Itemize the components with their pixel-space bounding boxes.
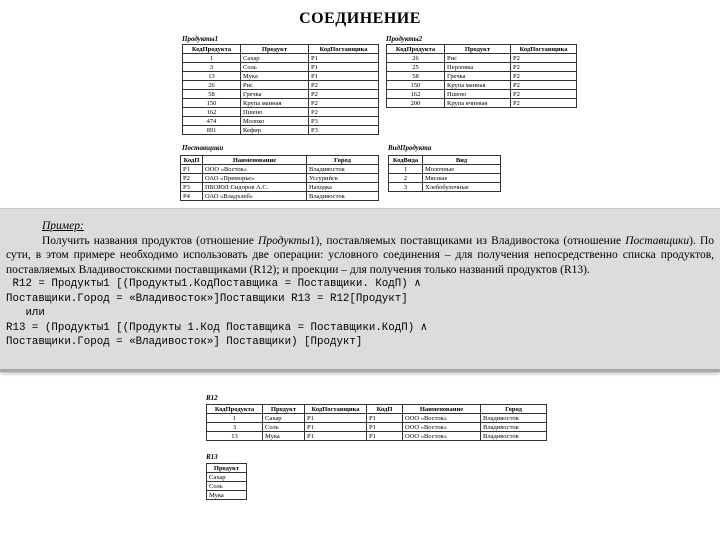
table-header-row: [181, 156, 379, 165]
table-cell: ООО «Восток»: [203, 165, 307, 174]
r12-caption: R12: [206, 394, 218, 402]
example-panel: [0, 208, 720, 372]
table-row: [207, 423, 547, 432]
suppliers-caption: Поставщики: [182, 144, 224, 152]
products2-table: [386, 44, 577, 108]
task-text-2: 1), поставляемых поставщиками из Владивостока (отношение: [309, 234, 626, 247]
example-task-paragraph: [6, 234, 714, 278]
table-row: [183, 54, 379, 63]
table-row: [183, 126, 379, 135]
table-row: [183, 108, 379, 117]
table-cell: Сахар: [263, 414, 305, 423]
table-cell: Владивосток: [481, 423, 547, 432]
table-cell: Гречка: [445, 72, 511, 81]
task-text-4: (R12); и проекции – для получения только названий продуктов (R13).: [246, 263, 590, 276]
table-row: [387, 54, 577, 63]
table-cell: 162: [387, 90, 445, 99]
table-header-row: [207, 405, 547, 414]
table-cell: ОАО «Приморье»: [203, 174, 307, 183]
table-row: [183, 99, 379, 108]
table-cell: P2: [309, 90, 379, 99]
formula-line-2: Поставщики.Город = «Владивосток»]Поставщики R13 = R12[Продукт]: [6, 292, 408, 305]
formula-line-3: R13 = (Продукты1 [(Продукты 1.Код Поставщика = Поставщики.КодП) ∧: [6, 321, 428, 334]
column-header: КодПоставщика: [309, 45, 379, 54]
column-header: КодПоставщика: [511, 45, 577, 54]
r13-caption: R13: [206, 453, 218, 461]
table-cell: 3: [207, 423, 263, 432]
products1-caption: Продукты1: [182, 35, 219, 43]
table-row: [207, 432, 547, 441]
table-cell: 891: [183, 126, 241, 135]
table-cell: P3: [181, 183, 203, 192]
table-cell: Хлебобулочные: [423, 183, 501, 192]
table-row: [387, 63, 577, 72]
table-cell: Кефир: [241, 126, 309, 135]
table-row: [183, 117, 379, 126]
table-cell: ООО «Восток»: [403, 432, 481, 441]
column-header: КодП: [181, 156, 203, 165]
table-cell: Владивосток: [307, 165, 379, 174]
suppliers-table: [180, 155, 379, 201]
table-cell: P3: [309, 117, 379, 126]
example-text: [6, 219, 714, 350]
table-cell: 3: [183, 63, 241, 72]
column-header: Продукт: [445, 45, 511, 54]
table-cell: P3: [309, 126, 379, 135]
table-row: [207, 482, 247, 491]
column-header: Продукт: [263, 405, 305, 414]
table-cell: P2: [181, 174, 203, 183]
table-row: [183, 63, 379, 72]
table-header-row: [387, 45, 577, 54]
table-cell: Сахар: [207, 473, 247, 482]
table-cell: ООО «Восток»: [403, 423, 481, 432]
table-row: [183, 72, 379, 81]
column-header: Город: [481, 405, 547, 414]
table-row: [387, 81, 577, 90]
table-cell: P2: [309, 81, 379, 90]
table-row: [183, 90, 379, 99]
column-header: КодП: [367, 405, 403, 414]
table-cell: Рис: [445, 54, 511, 63]
products1-table: [182, 44, 379, 135]
table-cell: 150: [387, 81, 445, 90]
table-cell: P2: [511, 54, 577, 63]
column-header: Продукт: [241, 45, 309, 54]
table-cell: ОАО «Владхлеб»: [203, 192, 307, 201]
table-cell: Владивосток: [481, 432, 547, 441]
table-cell: Находка: [307, 183, 379, 192]
table-cell: Мясные: [423, 174, 501, 183]
table-cell: Пшено: [445, 90, 511, 99]
table-cell: P1: [367, 414, 403, 423]
table-cell: 58: [183, 90, 241, 99]
table-cell: Мука: [241, 72, 309, 81]
formula-or: или: [6, 307, 45, 319]
table-cell: P1: [367, 432, 403, 441]
formula-line-1: R12 = Продукты1 [(Продукты1.КодПоставщика = Поставщики. КодП) ∧: [6, 278, 421, 290]
task-text-3: ). По сути, в этом примере необходимо использовать две операции: условного соединения – для получения непосредственно списка продуктов, поставляемых Владивостокскими поставщиками: [6, 234, 715, 276]
table-cell: 25: [387, 63, 445, 72]
table-row: [181, 165, 379, 174]
column-header: КодВида: [389, 156, 423, 165]
table-cell: P2: [511, 63, 577, 72]
table-cell: P1: [309, 54, 379, 63]
table-row: [389, 183, 501, 192]
example-heading: Пример:: [42, 220, 84, 232]
table-cell: Владивосток: [307, 192, 379, 201]
table-cell: Крупа манная: [241, 99, 309, 108]
table-cell: P2: [309, 108, 379, 117]
table-cell: Владивосток: [481, 414, 547, 423]
table-cell: P1: [305, 432, 367, 441]
table-cell: Мука: [207, 491, 247, 500]
table-cell: 1: [207, 414, 263, 423]
table-header-row: [389, 156, 501, 165]
table-cell: Крупа манная: [445, 81, 511, 90]
table-row: [207, 491, 247, 500]
formula-line-4: Поставщики.Город = «Владивосток»] Поставщики) [Продукт]: [6, 336, 363, 348]
table-cell: P1: [367, 423, 403, 432]
table-cell: 2: [389, 174, 423, 183]
table-header-row: [183, 45, 379, 54]
r12-table: [206, 404, 547, 441]
table-cell: ПБОЮЛ Сидоров А.С.: [203, 183, 307, 192]
table-cell: 150: [183, 99, 241, 108]
table-cell: P1: [309, 72, 379, 81]
table-cell: P1: [181, 165, 203, 174]
relation-suppliers: Поставщики: [625, 234, 690, 247]
table-cell: Перловка: [445, 63, 511, 72]
table-cell: P4: [181, 192, 203, 201]
table-row: [387, 90, 577, 99]
r13-table: [206, 463, 247, 500]
table-row: [389, 165, 501, 174]
table-cell: Рис: [241, 81, 309, 90]
table-row: [387, 72, 577, 81]
column-header: Продукт: [207, 464, 247, 473]
table-cell: 1: [183, 54, 241, 63]
table-cell: P2: [511, 99, 577, 108]
table-header-row: [207, 464, 247, 473]
table-cell: P1: [305, 414, 367, 423]
products2-caption: Продукты2: [386, 35, 423, 43]
page-title: СОЕДИНЕНИЕ: [299, 10, 421, 27]
table-cell: P2: [511, 72, 577, 81]
table-row: [387, 99, 577, 108]
table-cell: P2: [309, 99, 379, 108]
column-header: Город: [307, 156, 379, 165]
table-cell: 474: [183, 117, 241, 126]
table-cell: P2: [511, 90, 577, 99]
table-cell: Соль: [263, 423, 305, 432]
column-header: КодПродукта: [207, 405, 263, 414]
table-cell: 26: [387, 54, 445, 63]
product-types-caption: ВидПродукта: [388, 144, 432, 152]
column-header: КодПродукта: [387, 45, 445, 54]
table-cell: Гречка: [241, 90, 309, 99]
table-cell: Соль: [207, 482, 247, 491]
table-cell: 3: [389, 183, 423, 192]
table-cell: 26: [183, 81, 241, 90]
table-row: [207, 414, 547, 423]
table-cell: 58: [387, 72, 445, 81]
table-cell: 13: [207, 432, 263, 441]
table-cell: Мука: [263, 432, 305, 441]
table-row: [181, 183, 379, 192]
table-cell: 1: [389, 165, 423, 174]
table-cell: Соль: [241, 63, 309, 72]
table-cell: 200: [387, 99, 445, 108]
table-cell: P1: [309, 63, 379, 72]
table-row: [207, 473, 247, 482]
table-cell: Молочные: [423, 165, 501, 174]
table-row: [181, 174, 379, 183]
table-cell: Уссурийск: [307, 174, 379, 183]
table-row: [183, 81, 379, 90]
column-header: Вид: [423, 156, 501, 165]
table-cell: 162: [183, 108, 241, 117]
column-header: КодПродукта: [183, 45, 241, 54]
column-header: Наименование: [203, 156, 307, 165]
table-cell: P1: [305, 423, 367, 432]
table-cell: Крупа ячневая: [445, 99, 511, 108]
table-cell: P2: [511, 81, 577, 90]
table-cell: ООО «Восток»: [403, 414, 481, 423]
table-cell: Пшено: [241, 108, 309, 117]
product-types-table: [388, 155, 501, 192]
table-cell: 13: [183, 72, 241, 81]
column-header: Наименование: [403, 405, 481, 414]
task-text-1: Получить названия продуктов (отношение: [42, 234, 259, 247]
table-row: [389, 174, 501, 183]
table-row: [181, 192, 379, 201]
table-cell: Молоко: [241, 117, 309, 126]
relation-products1: Продукты: [258, 234, 310, 247]
table-cell: Сахар: [241, 54, 309, 63]
column-header: КодПоставщика: [305, 405, 367, 414]
